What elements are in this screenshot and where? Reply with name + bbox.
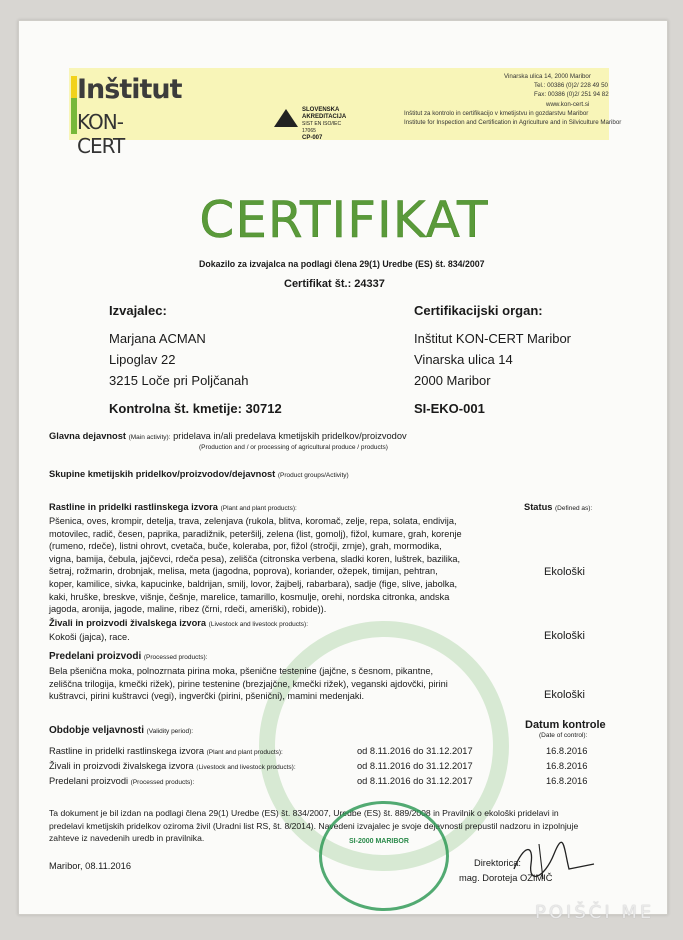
contact-fax: Fax: 00386 (0)2/ 251 94 82 <box>534 91 609 99</box>
processed-heading: Predelani proizvodi (Processed products): <box>49 651 208 662</box>
institut-logo <box>69 68 182 158</box>
product-groups-label: Skupine kmetijskih pridelkov/proizvodov/dejavnost <box>49 469 276 479</box>
control-date-header-en: (Date of control): <box>539 732 588 739</box>
contact-name-en: Institute for Inspection and Certification in Agriculture and in Silviculture Maribor <box>404 119 622 127</box>
validity-control-animals: 16.8.2016 <box>546 761 588 771</box>
main-activity-value-en: (Production and / or processing of agricultural produce / products) <box>199 444 388 451</box>
producer-name: Marjana ACMAN <box>109 331 206 346</box>
contact-web: www.kon-cert.si <box>546 100 590 108</box>
contact-address: Vinarska ulica 14, 2000 Maribor <box>504 73 591 80</box>
list-item: Bela pšenična moka, polnozrnata pirina moka, pšenične testenine (jajčne, s česnom, pikantne, <box>49 666 434 676</box>
main-activity-label: Glavna dejavnost <box>49 431 126 441</box>
signatory-name: mag. Doroteja OZIMIČ <box>459 873 553 883</box>
organ-city: 2000 Maribor <box>414 373 491 388</box>
list-item: zeliščna trilogija, kmečki rižek), pirine testenine (brezjajčne, kmečki rižek), veganski ajdovčki, pirini <box>49 678 448 689</box>
logo-line1: Inštitut <box>77 74 182 105</box>
producer-city: 3215 Loče pri Poljčanah <box>109 373 249 388</box>
list-item: kaki, hruške, breskve, višnje, češnje, marelice, tamarillo, kosmulje, orehi, nordska citronka, andska <box>49 591 450 602</box>
official-stamp <box>319 801 449 911</box>
legal-text: Ta dokument je bil izdan na podlagi člena 29(1) Uredbe (ES) št. 834/2007, Uredbe (ES) št. 889/2008 in Pravilnik o ekološki pridelavi in predelavi kmetijskih pridelkov oziroma živil (Uradni list RS, št. 8/2014). Navedeni izvajalec je svoje dejavnosti prepustil nadzoru in izpolnjuje zahteve iz navedenih uredb in pravilnika. <box>49 808 579 843</box>
stamp-text: SI-2000 MARIBOR <box>349 838 409 845</box>
subtitle: Dokazilo za izvajalca na podlagi člena 29(1) Uredbe (ES) št. 834/2007 <box>199 259 485 269</box>
list-item: motovilec, radič, česen, paprika, paradižnik, peteršilj, zelena (list, gomolj), fižol, kumare, grah, korenje <box>49 528 462 539</box>
producer-street: Lipoglav 22 <box>109 352 176 367</box>
validity-heading: Obdobje veljavnosti (Validity period): <box>49 725 194 736</box>
main-activity-value: pridelava in/ali predelava kmetijskih pridelkov/proizvodov <box>173 431 407 441</box>
plants-list <box>49 515 519 616</box>
place-date: Maribor, 08.11.2016 <box>49 861 132 871</box>
accreditation-text: SLOVENSKA AKREDITACIJA SIST EN ISO/IEC 17065 CP-007 <box>302 107 347 141</box>
organ-name: Inštitut KON-CERT Maribor <box>414 331 572 346</box>
validity-row-processed: Predelani proizvodi (Processed products): <box>49 776 195 786</box>
list-item: Pšenica, oves, krompir, detelja, trava, zelenjava (rukola, blitva, koromač, zelje, repa, solata, endivija, <box>49 516 457 526</box>
validity-period-processed: od 8.11.2016 do 31.12.2017 <box>357 776 473 786</box>
product-groups-label-en: (Product groups/Activity) <box>277 472 349 479</box>
validity-period-animals: od 8.11.2016 do 31.12.2017 <box>357 761 473 771</box>
contact-tel: Tel.: 00386 (0)2/ 228 49 50 <box>534 82 608 90</box>
processed-status: Ekološki <box>544 689 585 701</box>
accreditation-triangle-icon <box>274 109 298 127</box>
organ-code: SI-EKO-001 <box>414 401 485 416</box>
list-item: Kokoši (jajca), race. <box>49 632 130 642</box>
list-item: jagoda, aronija, jagode, maline, ribez (črni, rdeči, ameriški), robide)). <box>49 604 327 615</box>
animals-heading: Živali in proizvodi živalskega izvora (Livestock and livestock products): <box>49 618 309 628</box>
signatory-role: Direktorica: <box>474 858 522 868</box>
contact-name-si: Inštitut za kontrolo in certifikacijo v kmetijstvu in gozdarstvu Maribor <box>404 109 589 117</box>
validity-row-plants: Rastline in pridelki rastlinskega izvora (Plant and plant products): <box>49 746 283 756</box>
processed-list <box>49 665 519 703</box>
animals-list <box>49 631 130 644</box>
plants-status: Ekološki <box>544 566 585 578</box>
validity-control-processed: 16.8.2016 <box>546 776 588 786</box>
producer-heading: Izvajalec: <box>109 303 167 318</box>
validity-period-plants: od 8.11.2016 do 31.12.2017 <box>357 746 473 756</box>
list-item: šetraj, rožmarin, drobnjak, melisa, meta (jagodna, poprova), koriander, ožepek, timijan, pehtran, <box>49 566 438 577</box>
product-groups <box>49 469 349 479</box>
control-date-header: Datum kontrole <box>525 719 606 731</box>
status-header: Status (Defined as): <box>524 502 593 512</box>
main-activity-label-en: (Main activity): <box>128 434 171 441</box>
list-item: vigna, bamija, čebula, jajčevci, rdeča pesa), zelišča (citronska verbena, sladki koren, luštrek, bazilika, <box>49 553 461 564</box>
cert-number: Certifikat št.: 24337 <box>284 278 385 290</box>
signature-icon <box>509 839 599 884</box>
logo-line2: KON-CERT <box>77 110 125 158</box>
list-item: (rumeno, rdeče), listni ohrovt, cvetača, buče, koleraba, por, fižol (stročji, zrnje), grah, mormodika, <box>49 541 442 552</box>
organ-street: Vinarska ulica 14 <box>414 352 513 367</box>
list-item: kuštravci, pirini kuštravci (vegi), ingverčki (pirini, pšenični), mamini medenjaki. <box>49 691 365 702</box>
animals-status: Ekološki <box>544 630 585 642</box>
watermark: POIŠČI ME <box>535 902 655 923</box>
main-activity <box>49 431 407 441</box>
certificate-page <box>18 20 668 915</box>
validity-row-animals: Živali in proizvodi živalskega izvora (Livestock and livestock products): <box>49 761 296 771</box>
list-item: koper, kamilice, sivka, kapucinke, baldrijan, smilj, lovor, žajbelj, rabarbara), sadje (fige, slive, jabolka, <box>49 578 458 589</box>
page-title: CERTIFIKAT <box>199 191 489 249</box>
plants-heading: Rastline in pridelki rastlinskega izvora (Plant and plant products): <box>49 502 297 512</box>
validity-control-plants: 16.8.2016 <box>546 746 588 756</box>
organ-heading: Certifikacijski organ: <box>414 303 543 318</box>
contact-block <box>404 72 621 127</box>
producer-farm-number: Kontrolna št. kmetije: 30712 <box>109 401 282 416</box>
